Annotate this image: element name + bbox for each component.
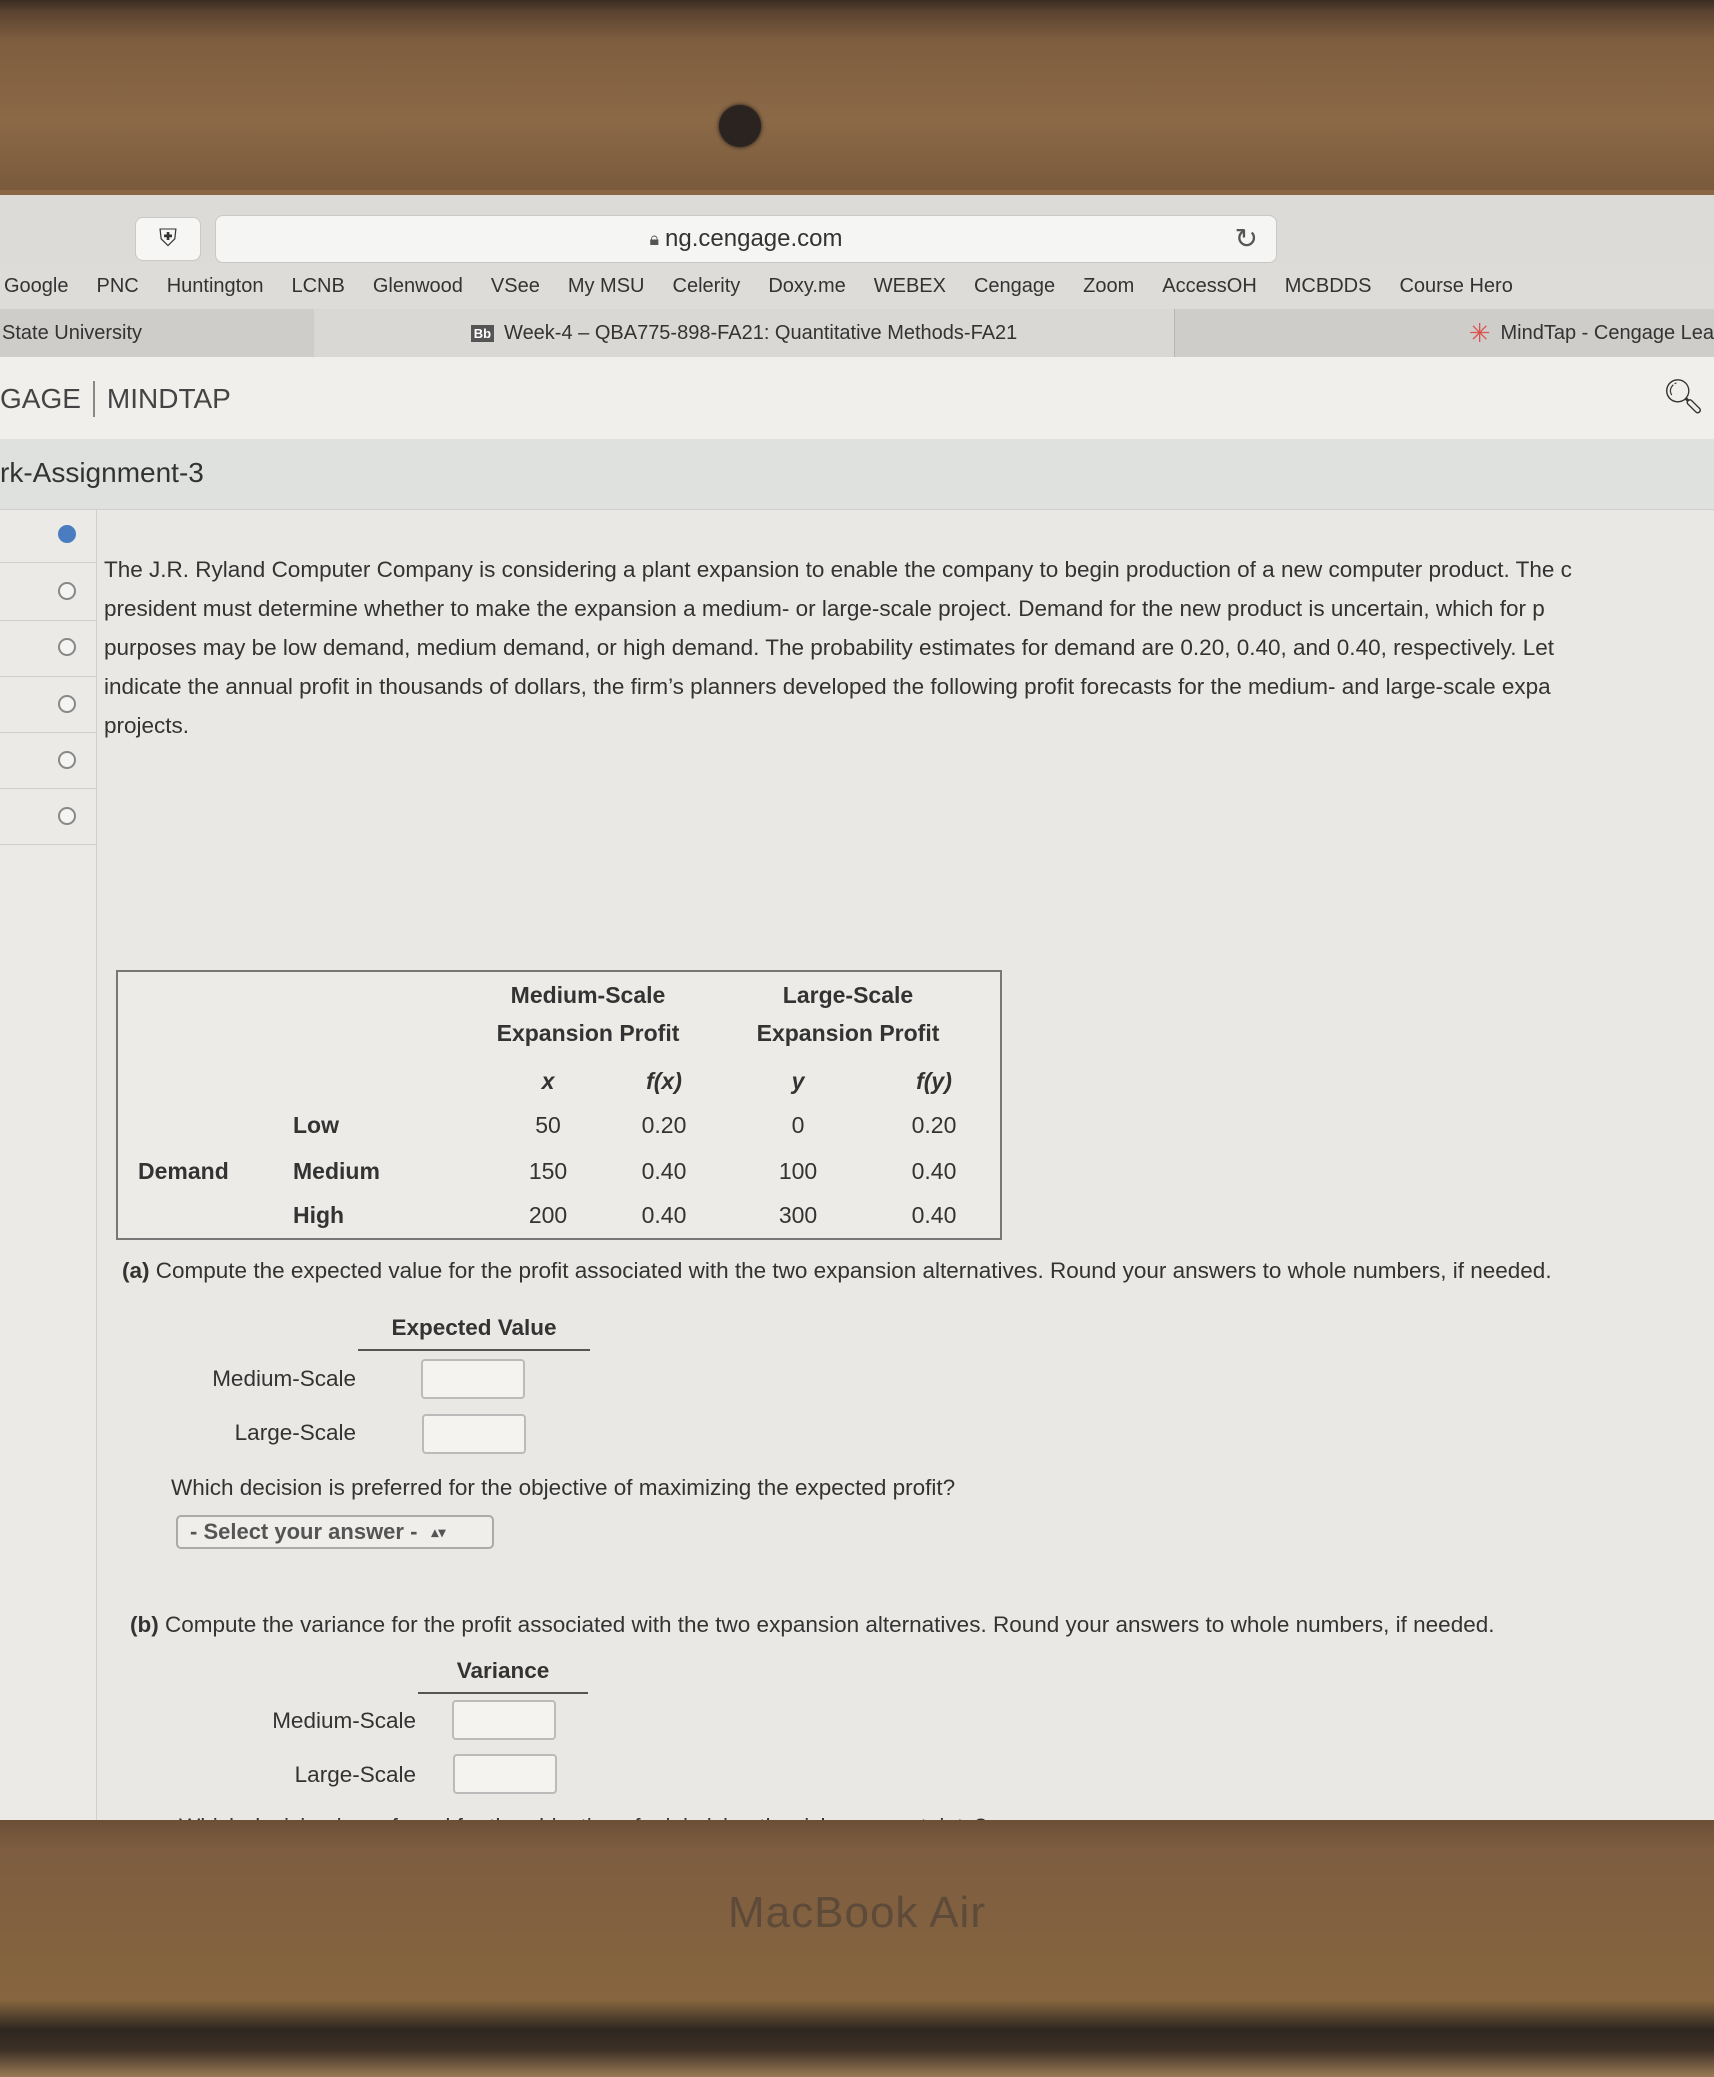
tab-label: Week-4 – QBA775-898-FA21: Quantitative Methods-FA21 <box>504 321 1018 344</box>
bookmark-item[interactable]: AccessOH <box>1162 274 1257 297</box>
laptop-bezel-bottom <box>0 1820 1714 2077</box>
cell-fy-medium: 0.40 <box>911 1158 957 1184</box>
tab-state-university[interactable] <box>0 309 315 357</box>
col-header-y: y <box>791 1068 805 1094</box>
bookmark-item[interactable]: Course Hero <box>1399 274 1513 297</box>
bookmark-item[interactable]: Glenwood <box>372 274 463 297</box>
problem-line: purposes may be low demand, medium demand, or high demand. The probability estimates for demand are 0.20, 0.40, and 0.40, respectively. Let <box>104 635 1554 660</box>
bookmarks-bar <box>0 263 1714 309</box>
question-nav-item[interactable] <box>58 582 76 600</box>
question-nav-item[interactable] <box>58 695 76 713</box>
var-medium-label: Medium-Scale <box>272 1708 416 1733</box>
row-label-low: Low <box>293 1112 339 1138</box>
cell-fy-high: 0.40 <box>911 1202 957 1228</box>
brand-logo <box>0 381 231 417</box>
expected-value-header: Expected Value <box>358 1315 590 1351</box>
bookmark-item[interactable]: Celerity <box>672 274 741 297</box>
cell-y-low: 0 <box>791 1112 805 1138</box>
bookmark-item[interactable]: WEBEX <box>873 274 946 297</box>
search-icon[interactable]: 🔍︎ <box>1662 378 1706 416</box>
question-content <box>96 510 1714 1820</box>
nav-divider <box>0 676 96 677</box>
brand-divider <box>93 381 95 417</box>
select-arrows-icon: ▴▾ <box>431 1523 446 1540</box>
browser-toolbar <box>0 195 1714 264</box>
var-medium-input[interactable] <box>452 1700 556 1740</box>
problem-line: president must determine whether to make the expansion a medium- or large-scale project. Demand for the new product is uncertain, which for p <box>104 596 1545 621</box>
bookmark-item[interactable]: Cengage <box>973 274 1056 297</box>
row-label-high: High <box>293 1202 345 1228</box>
part-a-question: Which decision is preferred for the objective of maximizing the expected profit? <box>171 1475 956 1500</box>
cell-x-low: 50 <box>535 1112 561 1138</box>
bookmark-item[interactable]: LCNB <box>291 274 345 297</box>
demand-label: Demand <box>138 1158 229 1184</box>
ev-large-input[interactable] <box>422 1414 526 1454</box>
cell-y-medium: 100 <box>778 1158 818 1184</box>
mindtap-icon: ✳ <box>1468 317 1491 348</box>
var-large-label: Large-Scale <box>294 1762 416 1787</box>
assignment-bar <box>0 439 1714 510</box>
reload-icon[interactable]: ↻ <box>1234 223 1258 254</box>
select-value: - Select your answer - <box>190 1519 418 1544</box>
part-b-text: Compute the variance for the profit associated with the two expansion alternatives. Round your answers to whole numbers, if needed. <box>165 1612 1495 1637</box>
bookmark-item[interactable]: Google <box>4 274 69 297</box>
bookmark-item[interactable]: Huntington <box>166 274 264 297</box>
blackboard-icon: Bb <box>471 325 494 342</box>
medium-header-line2: Expansion Profit <box>496 1020 680 1046</box>
question-nav-item-active[interactable] <box>58 525 76 543</box>
cell-y-high: 300 <box>778 1202 818 1228</box>
nav-divider <box>0 562 96 563</box>
ev-medium-input[interactable] <box>421 1359 525 1399</box>
part-a-decision-select[interactable] <box>176 1515 494 1549</box>
problem-statement <box>104 550 1714 745</box>
nav-divider <box>0 620 96 621</box>
bookmark-item[interactable]: Doxy.me <box>768 274 846 297</box>
laptop-bezel-top <box>0 0 1714 190</box>
part-a-prompt <box>122 1258 1552 1284</box>
brand-right: MINDTAP <box>106 383 231 414</box>
brand-left: GAGE <box>0 383 81 414</box>
ev-medium-label: Medium-Scale <box>212 1366 356 1391</box>
tab-active-week-4[interactable] <box>314 309 1175 357</box>
url-text: ng.cengage.com <box>665 225 843 252</box>
cell-fx-high: 0.40 <box>641 1202 687 1228</box>
part-b-label: (b) <box>130 1612 159 1637</box>
problem-line: projects. <box>104 713 190 738</box>
question-nav-item[interactable] <box>58 807 76 825</box>
medium-header-line1: Medium-Scale <box>510 982 666 1008</box>
nav-divider <box>0 788 96 789</box>
col-header-x: x <box>541 1068 555 1094</box>
bookmark-item[interactable]: MCBDDS <box>1284 274 1372 297</box>
tab-label: State University <box>2 321 143 344</box>
bookmark-item[interactable]: Zoom <box>1083 274 1135 297</box>
profit-forecast-table <box>116 970 1002 1240</box>
part-a-label: (a) <box>122 1258 150 1283</box>
bookmark-item[interactable]: PNC <box>96 274 139 297</box>
cell-x-medium: 150 <box>528 1158 568 1184</box>
var-large-input[interactable] <box>453 1754 557 1794</box>
tab-label: MindTap - Cengage Lea <box>1500 321 1714 344</box>
bookmark-item[interactable]: VSee <box>490 274 540 297</box>
nav-divider <box>0 732 96 733</box>
lock-icon: 🔒︎ <box>649 228 660 249</box>
part-b-prompt <box>130 1612 1495 1638</box>
tab-strip <box>0 309 1714 358</box>
col-header-fx: f(x) <box>646 1068 682 1094</box>
cell-x-high: 200 <box>528 1202 568 1228</box>
cell-fy-low: 0.20 <box>911 1112 957 1138</box>
large-header-line1: Large-Scale <box>782 982 914 1008</box>
device-label: MacBook Air <box>728 1888 986 1937</box>
bookmark-item[interactable]: My MSU <box>567 274 645 297</box>
problem-line: The J.R. Ryland Computer Company is considering a plant expansion to enable the company to begin production of a new computer product. The c <box>104 557 1572 582</box>
nav-divider <box>0 844 96 845</box>
variance-header: Variance <box>418 1658 588 1694</box>
col-header-fy: f(y) <box>916 1068 952 1094</box>
cell-fx-low: 0.20 <box>641 1112 687 1138</box>
app-header <box>0 357 1714 440</box>
shield-icon[interactable]: ⛨ <box>135 217 201 261</box>
question-nav-item[interactable] <box>58 751 76 769</box>
question-nav <box>0 510 97 1820</box>
tab-mindtap[interactable] <box>1176 309 1714 357</box>
problem-line: indicate the annual profit in thousands of dollars, the firm’s planners developed the following profit forecasts for the medium- and large-scale expa <box>104 674 1551 699</box>
address-bar[interactable] <box>215 215 1277 263</box>
large-header-line2: Expansion Profit <box>756 1020 940 1046</box>
question-nav-item[interactable] <box>58 638 76 656</box>
cell-fx-medium: 0.40 <box>641 1158 687 1184</box>
part-a-text: Compute the expected value for the profit associated with the two expansion alternatives. Round your answers to whole numbers, if needed. <box>155 1258 1552 1283</box>
camera-icon <box>719 105 761 147</box>
screen <box>0 195 1714 1820</box>
assignment-title: rk-Assignment-3 <box>0 457 204 488</box>
row-label-medium: Medium <box>293 1158 380 1184</box>
ev-large-label: Large-Scale <box>234 1420 356 1445</box>
